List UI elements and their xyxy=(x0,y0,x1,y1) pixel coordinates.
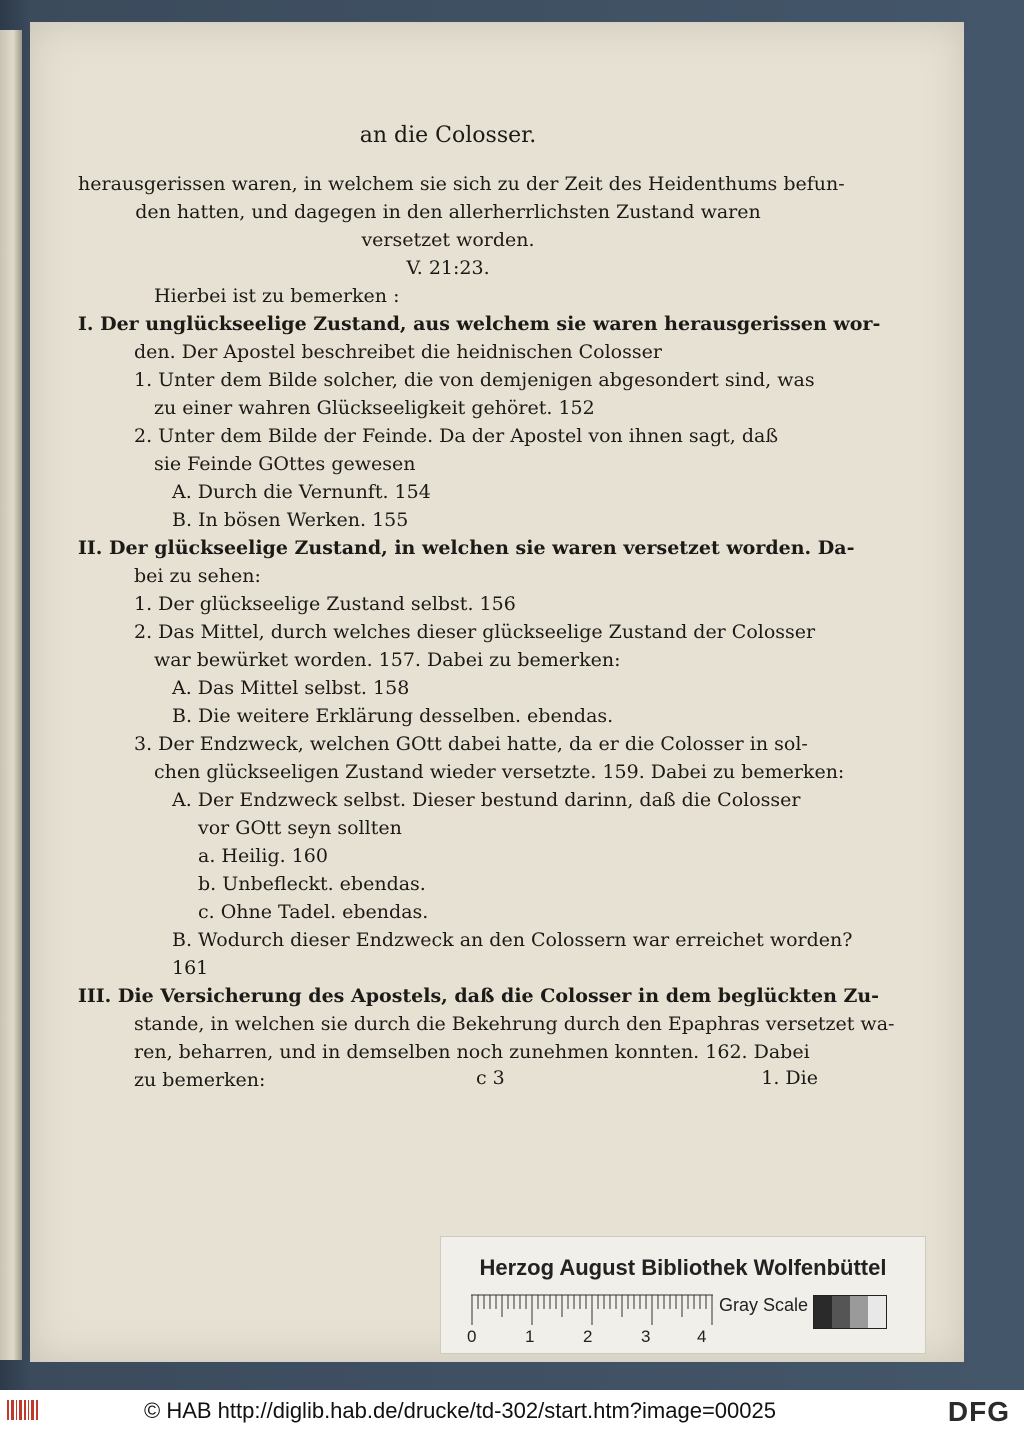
dfg-logo: DFG xyxy=(947,1396,1010,1427)
gray-patch xyxy=(868,1296,886,1328)
page-text xyxy=(78,122,895,1094)
text-line: A. Durch die Vernunft. 154 xyxy=(172,481,431,503)
text-line: bei zu sehen: xyxy=(134,565,261,587)
gray-patch xyxy=(814,1296,832,1328)
text-line: A. Der Endzweck selbst. Dieser bestund darinn, daß die Colosser xyxy=(172,789,801,811)
gray-patch xyxy=(832,1296,850,1328)
text-line: den. Der Apostel beschreibet die heidnischen Colosser xyxy=(134,341,662,363)
gray-patch xyxy=(850,1296,868,1328)
ruler-number: 3 xyxy=(641,1327,651,1346)
text-line: c. Ohne Tadel. ebendas. xyxy=(198,901,429,923)
library-name: Herzog August Bibliothek Wolfenbüttel xyxy=(479,1255,887,1280)
gray-scale-patches xyxy=(813,1295,887,1329)
copyright-url[interactable]: © HAB http://diglib.hab.de/drucke/td-302/start.htm?image=00025 xyxy=(144,1398,776,1423)
text-line: herausgerissen waren, in welchem sie sich zu der Zeit des Heidenthums befun- xyxy=(78,173,845,195)
text-line: chen glückseeligen Zustand wieder versetzte. 159. Dabei zu bemerken: xyxy=(154,761,845,783)
viewer-footer xyxy=(0,1390,1024,1430)
text-line: 1. Unter dem Bilde solcher, die von demjenigen abgesondert sind, was xyxy=(134,369,815,391)
text-line: stande, in welchen sie durch die Bekehrung durch den Epaphras versetzet wa- xyxy=(134,1013,895,1035)
page-footer xyxy=(78,1067,818,1095)
text-line: vor GOtt seyn sollten xyxy=(198,817,402,839)
text-line: war bewürket worden. 157. Dabei zu bemerken: xyxy=(154,649,621,671)
ruler-number: 2 xyxy=(583,1327,593,1346)
ruler-scale xyxy=(471,1293,713,1327)
text-line: A. Das Mittel selbst. 158 xyxy=(172,677,410,699)
ruler-number: 1 xyxy=(525,1327,535,1346)
text-line: 2. Das Mittel, durch welches dieser glückseelige Zustand der Colosser xyxy=(134,621,816,643)
signature-mark: c 3 xyxy=(476,1067,505,1089)
text-line: sie Feinde GOttes gewesen xyxy=(154,453,416,475)
text-line: versetzet worden. xyxy=(361,229,535,251)
ruler-number: 0 xyxy=(467,1327,477,1346)
text-line: B. Die weitere Erklärung desselben. ebendas. xyxy=(172,705,614,727)
text-line: b. Unbefleckt. ebendas. xyxy=(198,873,426,895)
gray-scale-label: Gray Scale xyxy=(719,1295,809,1315)
text-line: 161 xyxy=(172,957,209,979)
ruler-numbers xyxy=(467,1327,731,1349)
text-line: V. 21:23. xyxy=(406,257,490,279)
text-line: II. Der glückseelige Zustand, in welchen sie waren versetzet worden. Da- xyxy=(78,537,855,559)
previous-page-edge xyxy=(0,30,22,1360)
text-line: III. Die Versicherung des Apostels, daß die Colosser in dem beglückten Zu- xyxy=(78,985,880,1007)
ruler-number: 4 xyxy=(697,1327,707,1346)
text-line: 3. Der Endzweck, welchen GOtt dabei hatte, da er die Colosser in sol- xyxy=(134,733,808,755)
barcode-icon xyxy=(6,1398,40,1422)
text-line: 1. Der glückseelige Zustand selbst. 156 xyxy=(134,593,516,615)
text-line: den hatten, und dagegen in den allerherrlichsten Zustand waren xyxy=(135,201,761,223)
text-line: I. Der unglückseelige Zustand, aus welchem sie waren herausgerissen wor- xyxy=(78,313,881,335)
text-line: B. Wodurch dieser Endzweck an den Colossern war erreichet worden? xyxy=(172,929,853,951)
text-line: B. In bösen Werken. 155 xyxy=(172,509,409,531)
library-label xyxy=(440,1236,926,1354)
text-lines xyxy=(78,170,895,1094)
catchword: 1. Die xyxy=(761,1067,818,1089)
text-line: 2. Unter dem Bilde der Feinde. Da der Apostel von ihnen sagt, daß xyxy=(134,425,779,447)
text-line: a. Heilig. 160 xyxy=(198,845,328,867)
text-line: ren, beharren, und in demselben noch zunehmen konnten. 162. Dabei xyxy=(134,1041,810,1063)
running-header: an die Colosser. xyxy=(359,123,537,148)
text-line: zu bemerken: xyxy=(134,1069,266,1091)
text-line: Hierbei ist zu bemerken : xyxy=(154,285,400,307)
document-page xyxy=(30,22,964,1362)
text-line: zu einer wahren Glückseeligkeit gehöret. 152 xyxy=(154,397,595,419)
